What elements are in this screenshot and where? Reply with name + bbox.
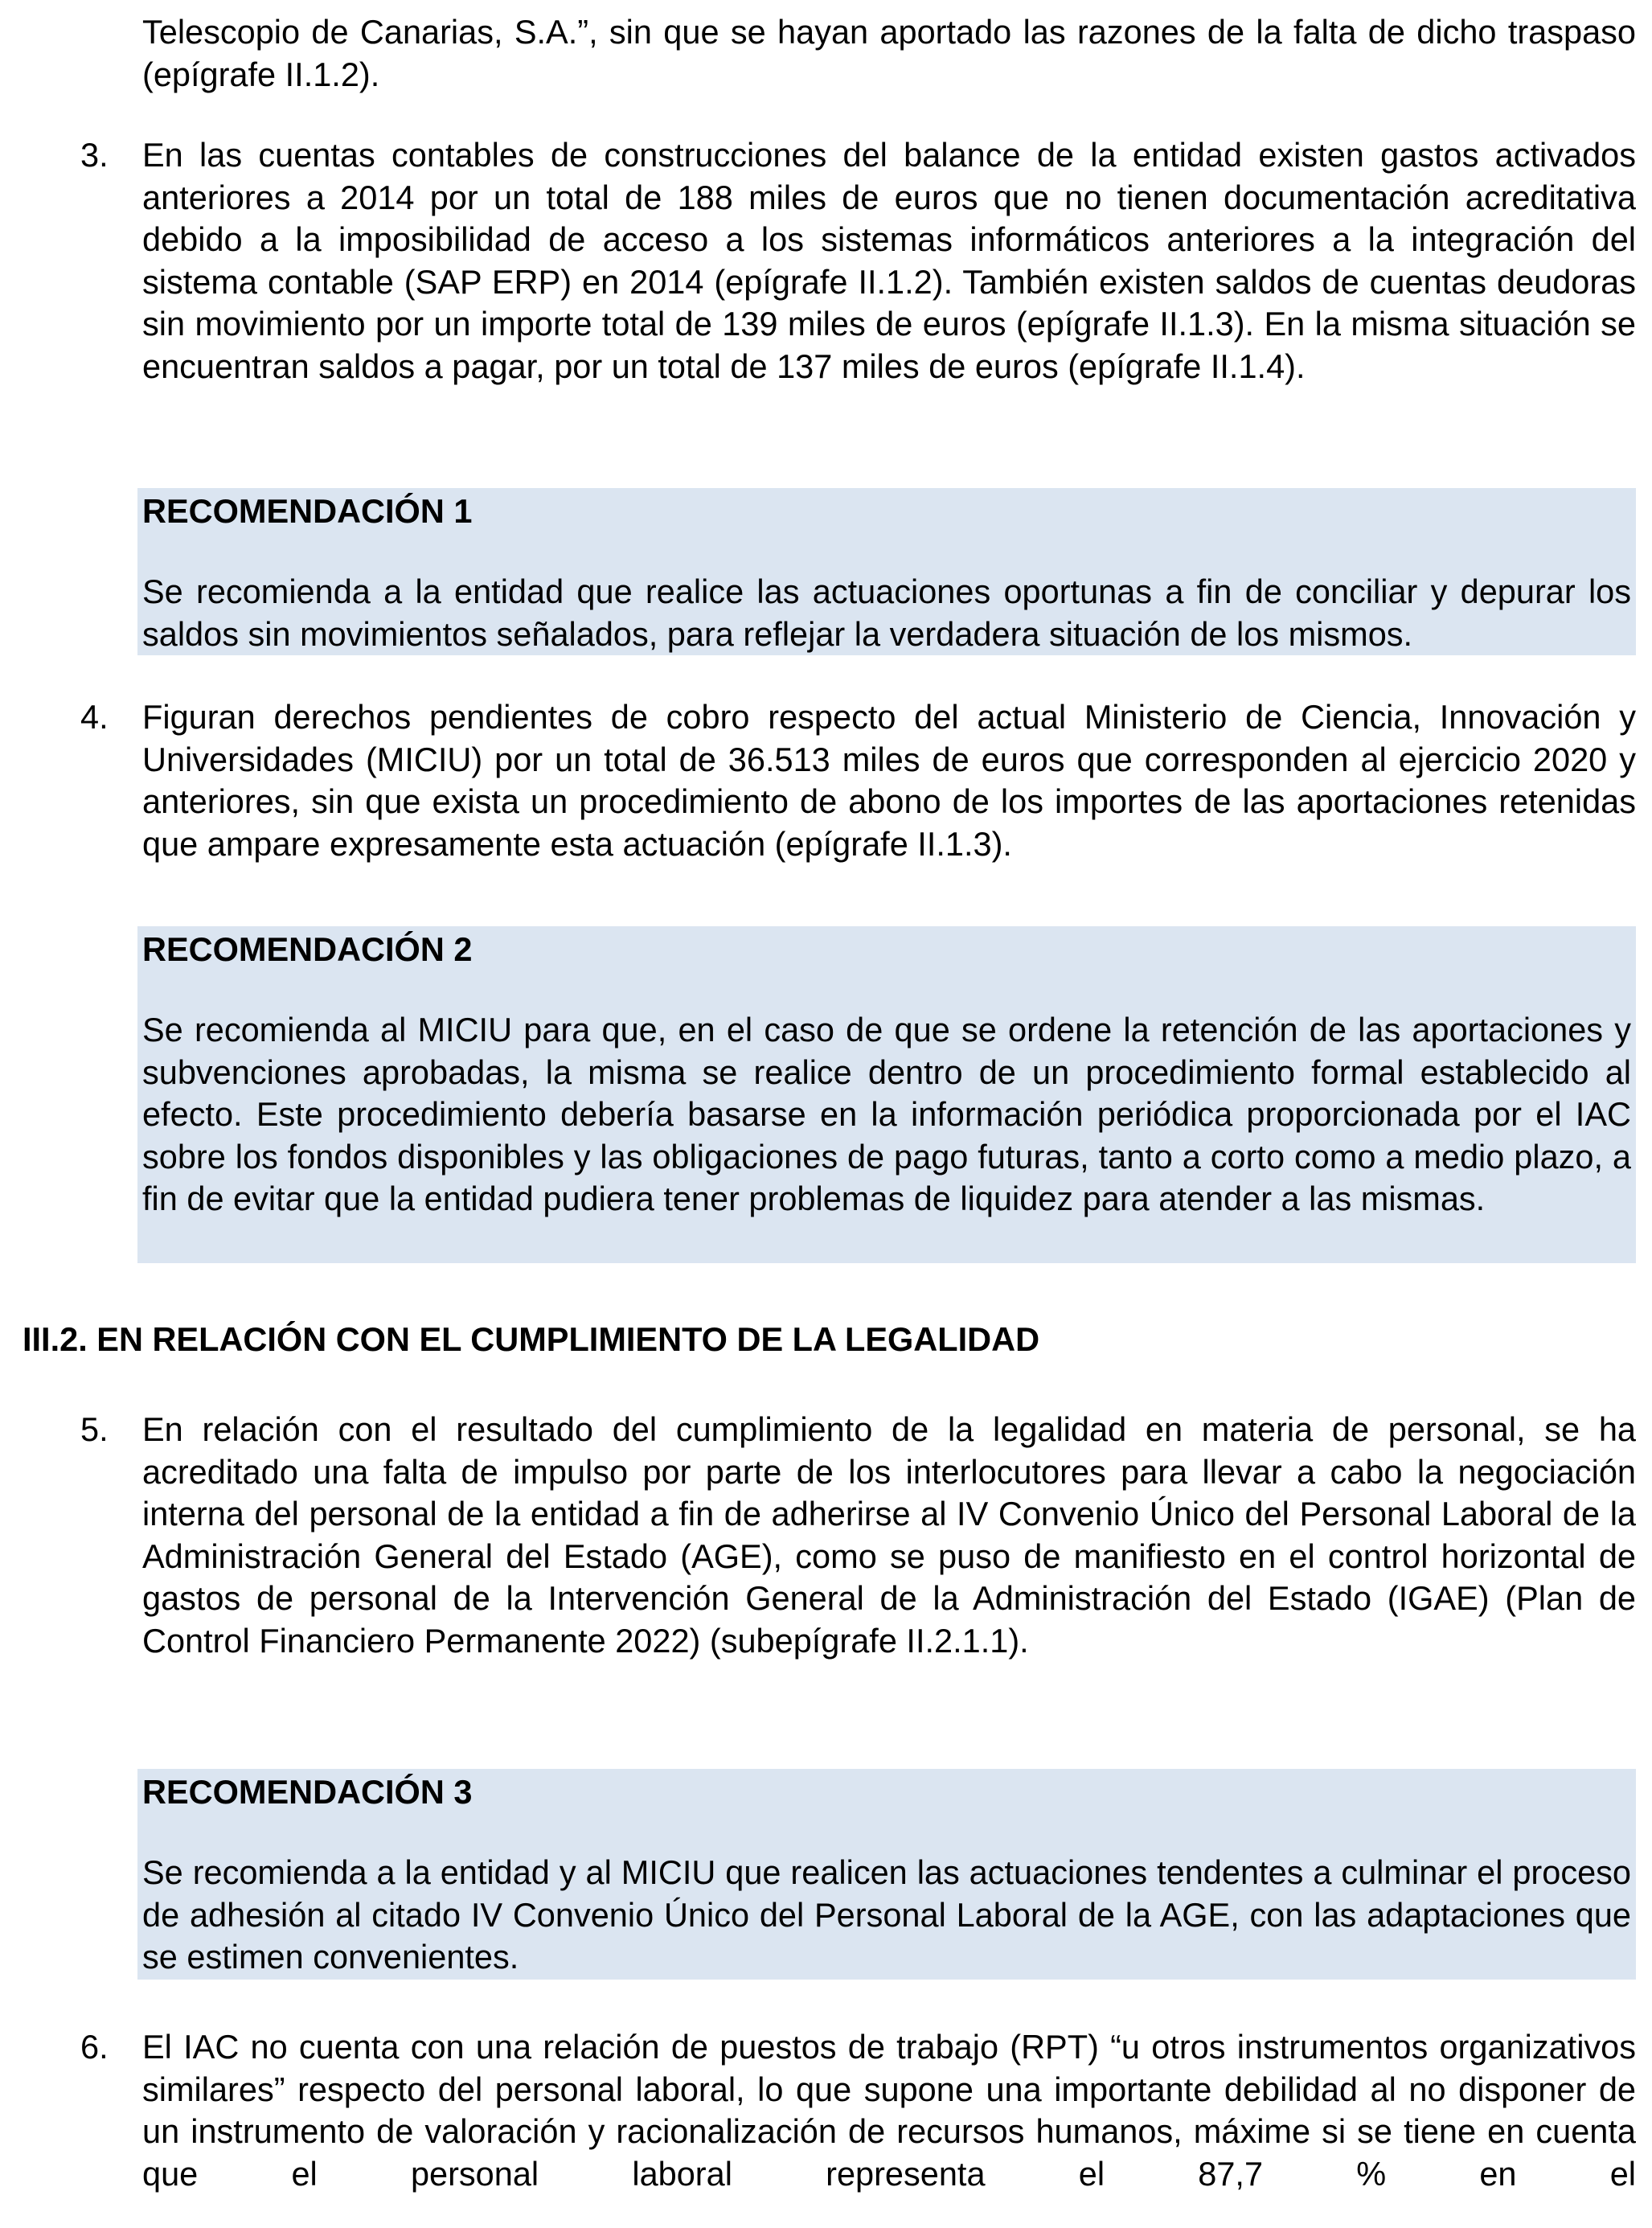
recommendation-title: RECOMENDACIÓN 3: [142, 1773, 473, 1811]
list-item-number: 6.: [80, 2028, 109, 2066]
recommendation-text: Se recomienda a la entidad y al MICIU que realicen las actuaciones tendentes a culminar el proceso de adhesión al citado IV Convenio Único del Personal Laboral de la AGE, con las adaptaciones que se estimen convenientes.: [142, 1853, 1631, 1976]
list-item-number: 5.: [80, 1410, 109, 1448]
list-item-number: 4.: [80, 698, 109, 736]
recommendation-text: Se recomienda a la entidad que realice las actuaciones oportunas a fin de conciliar y depurar los saldos sin movimientos señalados, para reflejar la verdadera situación de los mismos.: [142, 572, 1631, 653]
recommendation-title: RECOMENDACIÓN 2: [142, 930, 473, 968]
list-item-text: El IAC no cuenta con una relación de puestos de trabajo (RPT) “u otros instrumentos organizativos similares” respecto del personal laboral, lo que supone una importante debilidad al no disponer de un instrumento de valoración y racionalización de recursos humanos, máxime si se tiene en cuenta que el personal laboral representa el 87,7 % en el: [142, 2028, 1636, 2193]
list-item-number: 3.: [80, 136, 109, 174]
list-item-text: Figuran derechos pendientes de cobro respecto del actual Ministerio de Ciencia, Innovación y Universidades (MICIU) por un total de 36.513 miles de euros que corresponden al ejercicio 2020 y anteriores, sin que exista un procedimiento de abono de los importes de las aportaciones retenidas que ampare expresamente esta actuación (epígrafe II.1.3).: [142, 698, 1636, 863]
recommendation-box-2: [137, 926, 1636, 1263]
recommendation-box-3: [137, 1769, 1636, 1980]
list-item-text: En las cuentas contables de construcciones del balance de la entidad existen gastos activados anteriores a 2014 por un total de 188 miles de euros que no tienen documentación acreditativa debido a la imposibilidad de acceso a los sistemas informáticos anteriores a la integración del sistema contable (SAP ERP) en 2014 (epígrafe II.1.2). También existen saldos de cuentas deudoras sin movimiento por un importe total de 139 miles de euros (epígrafe II.1.3). En la misma situación se encuentran saldos a pagar, por un total de 137 miles de euros (epígrafe II.1.4).: [142, 136, 1636, 385]
list-item-text: En relación con el resultado del cumplimiento de la legalidad en materia de personal, se ha acreditado una falta de impulso por parte de los interlocutores para llevar a cabo la negociación interna del personal de la entidad a fin de adherirse al IV Convenio Único del Personal Laboral de la Administración General del Estado (AGE), como se puso de manifiesto en el control horizontal de gastos de personal de la Intervención General de la Administración del Estado (IGAE) (Plan de Control Financiero Permanente 2022) (subepígrafe II.2.1.1).: [142, 1410, 1636, 1660]
recommendation-text: Se recomienda al MICIU para que, en el caso de que se ordene la retención de las aportaciones y subvenciones aprobadas, la misma se realice dentro de un procedimiento formal establecido al efecto. Este procedimiento debería basarse en la información periódica proporcionada por el IAC sobre los fondos disponibles y las obligaciones de pago futuras, tanto a corto como a medio plazo, a fin de evitar que la entidad pudiera tener problemas de liquidez para atender a las mismas.: [142, 1011, 1631, 1218]
recommendation-title: RECOMENDACIÓN 1: [142, 492, 473, 530]
section-heading: III.2. EN RELACIÓN CON EL CUMPLIMIENTO DE LA LEGALIDAD: [23, 1320, 1040, 1358]
continuation-paragraph: Telescopio de Canarias, S.A.”, sin que se hayan aportado las razones de la falta de dicho traspaso (epígrafe II.1.2).: [142, 13, 1636, 93]
recommendation-box-1: [137, 488, 1636, 655]
